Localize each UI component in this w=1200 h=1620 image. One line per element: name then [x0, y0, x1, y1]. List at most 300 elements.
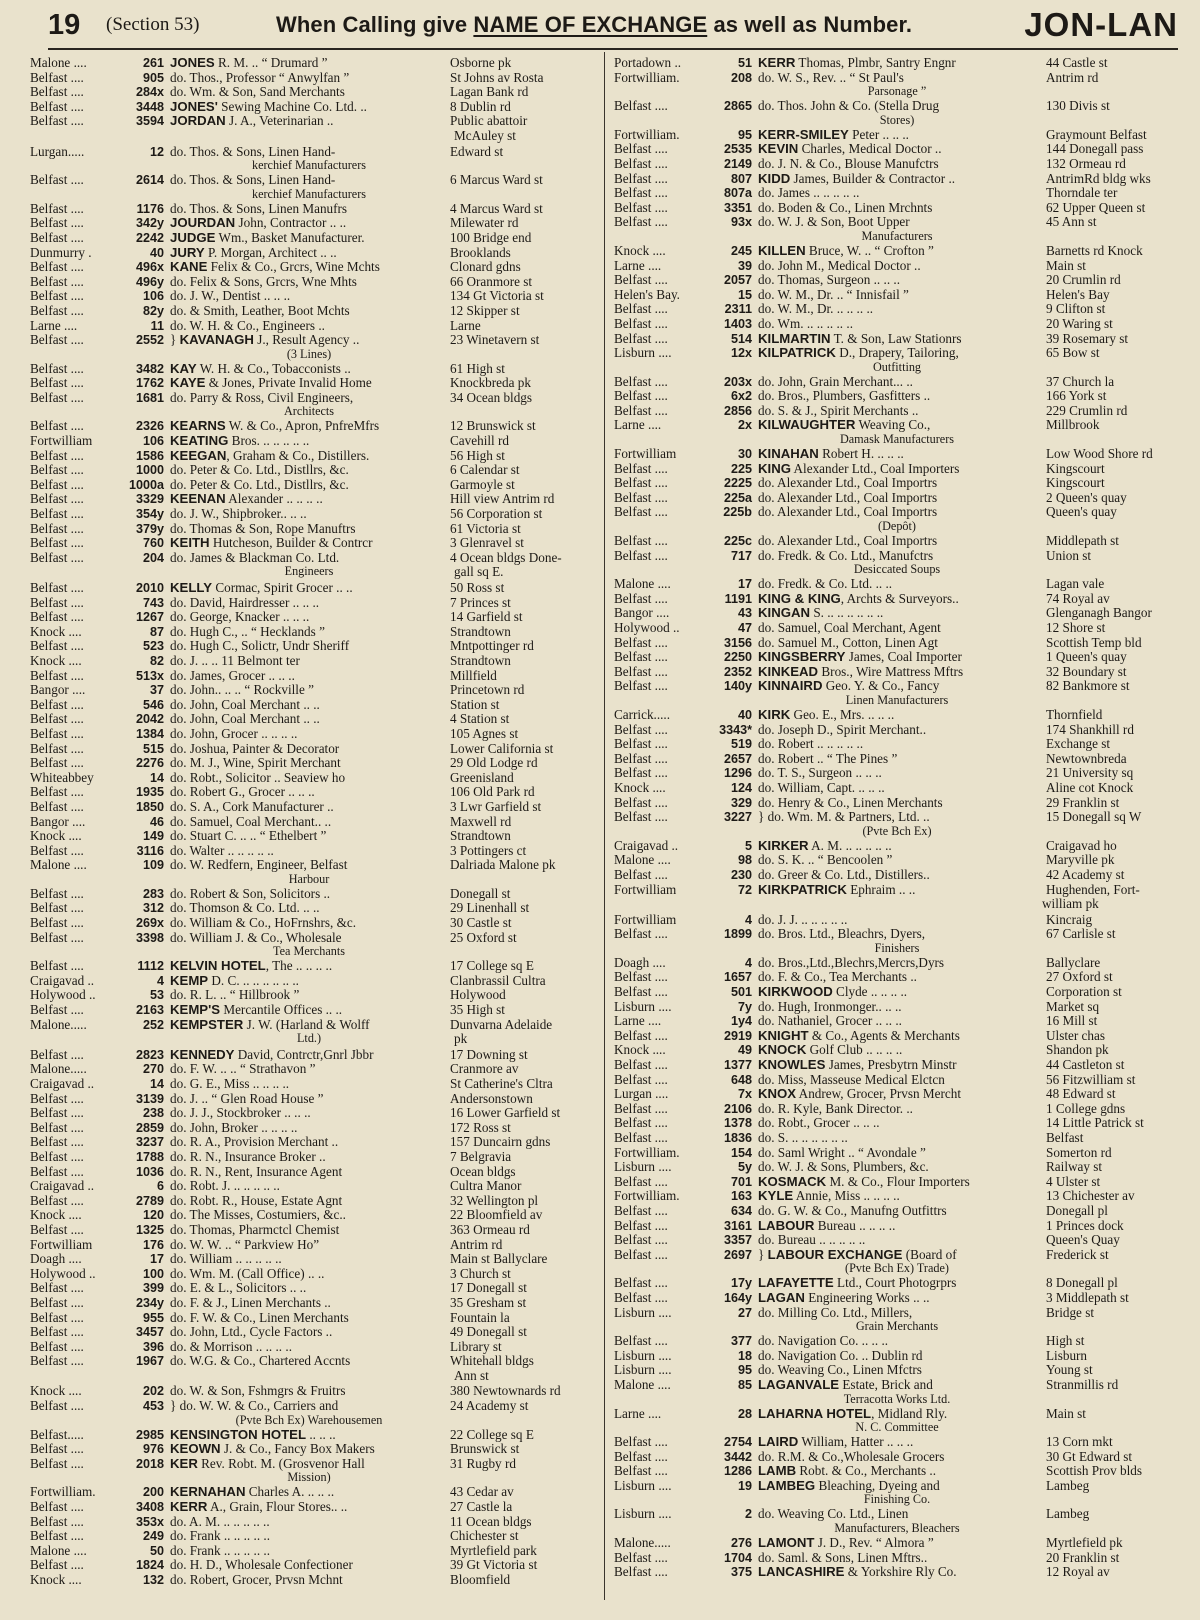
exchange-name: Fortwilliam.	[614, 1189, 680, 1204]
exchange-name: Holywood ..	[614, 621, 680, 635]
continuation-text: Manufacturers, Bleachers	[834, 1521, 960, 1536]
exchange-name: Doagh ....	[30, 1252, 82, 1267]
subscriber-address: Brooklands	[450, 245, 511, 260]
subscriber-address: 7 Belgravia	[450, 1149, 512, 1164]
exchange-name: Belfast ....	[614, 1464, 668, 1479]
subscriber-name: do. S. K. .. “ Bencoolen ”	[758, 853, 893, 868]
continuation-line	[614, 114, 1178, 127]
subscriber-name: do. Weaving Co., Linen Mfctrs	[758, 1363, 922, 1378]
exchange-name: Belfast ....	[614, 795, 668, 810]
subscriber-name: do. Navigation Co. .. .. ..	[758, 1334, 889, 1349]
exchange-name: Belfast ....	[30, 260, 84, 275]
phone-number: 17y	[730, 1276, 752, 1291]
exchange-name: Malone ....	[614, 1377, 671, 1392]
phone-number: 39	[737, 258, 752, 273]
exchange-name: Belfast ....	[30, 581, 84, 595]
subscriber-name: do. Thomas, Surgeon .. .. ..	[758, 273, 901, 288]
directory-entry	[614, 1146, 1178, 1161]
phone-number: 30	[737, 447, 752, 462]
phone-number: 47	[737, 621, 752, 635]
subscriber-name: KELVIN HOTEL, The .. .. .. ..	[170, 959, 333, 974]
surname-heading: KINKEAD	[758, 664, 819, 679]
directory-entry	[30, 434, 596, 449]
subscriber-address: Andersonstown	[450, 1091, 533, 1106]
directory-entry	[614, 1175, 1178, 1190]
directory-entry	[614, 273, 1178, 288]
phone-number: 27	[737, 1305, 752, 1320]
subscriber-address: 49 Donegall st	[450, 1325, 527, 1340]
subscriber-name: do. Joseph D., Spirit Merchant..	[758, 722, 927, 737]
exchange-name: Belfast ....	[614, 1449, 668, 1464]
phone-number: 43	[737, 606, 752, 621]
continuation-line	[30, 348, 596, 361]
exchange-name: Bangor ....	[614, 606, 670, 621]
subscriber-name: LAMB Robt. & Co., Merchants ..	[758, 1464, 937, 1479]
exchange-name: Fortwilliam.	[614, 1145, 680, 1160]
surname-heading: JOURDAN	[170, 216, 236, 231]
exchange-name: Belfast ....	[30, 1047, 84, 1062]
phone-number: 252	[142, 1017, 164, 1032]
subscriber-address: Main st	[1046, 258, 1086, 273]
exchange-name: Belfast ....	[614, 316, 668, 331]
directory-entry	[30, 202, 596, 217]
phone-number: 3329	[135, 492, 164, 507]
phone-number: 40	[149, 245, 164, 260]
directory-entry	[614, 157, 1178, 172]
phone-number: 2042	[135, 712, 164, 727]
subscriber-address: 62 Upper Queen st	[1046, 200, 1146, 215]
surname-heading: LAMBEG	[758, 1478, 816, 1493]
phone-number: 2326	[135, 419, 164, 434]
subscriber-name: KILWAUGHTER Weaving Co.,	[758, 418, 931, 433]
exchange-name: Belfast ....	[30, 463, 84, 478]
directory-entry	[614, 1291, 1178, 1306]
subscriber-address: Whitehall bldgs	[450, 1354, 534, 1369]
phone-number: 2535	[723, 142, 752, 157]
subscriber-address: 44 Castleton st	[1046, 1058, 1125, 1073]
phone-number: 807a	[723, 186, 752, 201]
exchange-name: Belfast ....	[30, 595, 84, 610]
subscriber-address: 67 Carlisle st	[1046, 927, 1116, 942]
surname-heading: KELVIN HOTEL	[170, 959, 266, 974]
subscriber-name: do. W. J. & Sons, Plumbers, &c.	[758, 1160, 929, 1175]
exchange-name: Belfast ....	[30, 1106, 84, 1121]
subscriber-name: KNIGHT & Co., Agents & Merchants	[758, 1028, 960, 1043]
continuation-line	[30, 129, 596, 144]
exchange-name: Belfast ....	[30, 274, 84, 289]
subscriber-address: 1 Princes dock	[1046, 1218, 1124, 1233]
subscriber-name: do. Samuel, Coal Merchant, Agent	[758, 621, 941, 635]
subscriber-address: Kincraig	[1046, 912, 1093, 927]
phone-number: 399	[142, 1281, 164, 1296]
exchange-name: Knock ....	[614, 1043, 666, 1058]
exchange-name: Fortwilliam	[614, 447, 677, 462]
subscriber-name: KAYE & Jones, Private Invalid Home	[170, 376, 372, 391]
directory-entry	[30, 1194, 596, 1209]
subscriber-name: KEITH Hutcheson, Builder & Contrcr	[170, 536, 373, 551]
subscriber-address: 29 Old Lodge rd	[450, 756, 538, 771]
exchange-name: Belfast ....	[30, 1529, 84, 1544]
subscriber-name: KING & KING, Archts & Surveyors..	[758, 591, 959, 606]
directory-entry	[614, 1276, 1178, 1291]
subscriber-name: KANE Felix & Co., Grcrs, Wine Mchts	[170, 260, 380, 275]
exchange-name: Lisburn ....	[614, 999, 672, 1014]
subscriber-name: do. Wm. M. (Call Office) .. ..	[170, 1266, 325, 1281]
subscriber-address: 74 Royal av	[1046, 591, 1110, 606]
continuation-line	[614, 694, 1178, 707]
subscriber-address: 174 Shankhill rd	[1046, 722, 1134, 737]
subscriber-address: Dalriada Malone pk	[450, 858, 556, 873]
subscriber-address: 30 Castle st	[450, 916, 512, 931]
phone-number: 284x	[135, 85, 164, 100]
subscriber-address: Lower California st	[450, 741, 554, 756]
address-continuation	[454, 188, 596, 201]
exchange-name: Belfast ....	[30, 1325, 84, 1340]
surname-heading: KEATING	[170, 434, 229, 449]
directory-entry	[614, 404, 1178, 419]
directory-entry	[614, 810, 1178, 825]
directory-entry	[30, 1428, 596, 1443]
directory-entry	[614, 1565, 1178, 1580]
phone-number: 2865	[723, 99, 752, 114]
subscriber-name: do. J. .. .. 11 Belmont ter	[170, 653, 300, 668]
exchange-name: Belfast ....	[30, 507, 84, 522]
address-continuation	[1042, 694, 1178, 707]
exchange-name: Belfast ....	[614, 1174, 668, 1189]
subscriber-name: do. Frank .. .. .. .. ..	[170, 1529, 271, 1544]
address-continuation	[454, 873, 596, 886]
directory-entry	[614, 665, 1178, 680]
phone-number: 163	[730, 1189, 752, 1204]
address-continuation	[454, 405, 596, 418]
phone-number: 2225	[723, 476, 752, 491]
phone-number: 1000	[135, 463, 164, 478]
phone-number: 2697	[723, 1247, 752, 1262]
subscriber-name: LANCASHIRE & Yorkshire Rly Co.	[758, 1565, 957, 1580]
phone-number: 49	[737, 1043, 752, 1058]
exchange-name: Belfast ....	[30, 756, 84, 771]
continuation-line	[614, 1262, 1178, 1275]
directory-entry	[30, 931, 596, 946]
exchange-name: Portadown ..	[614, 56, 682, 70]
subscriber-name: KNOCK Golf Club .. .. .. ..	[758, 1043, 903, 1058]
subscriber-name: KILLEN Bruce, W. .. “ Crofton ”	[758, 243, 934, 258]
exchange-name: Carrick.....	[614, 707, 671, 722]
phone-number: 1850	[135, 799, 164, 814]
subscriber-address: 12 Royal av	[1046, 1565, 1110, 1580]
subscriber-name: do. Hugh C., Solictr, Undr Sheriff	[170, 639, 350, 654]
subscriber-name: do. Robert, Grocer, Prvsn Mchnt	[170, 1573, 343, 1587]
exchange-name: Lisburn ....	[614, 1507, 672, 1522]
subscriber-name: do. W. Redfern, Engineer, Belfast	[170, 858, 348, 873]
subscriber-name: KIRKPATRICK Ephraim .. ..	[758, 882, 916, 897]
surname-heading: KEENAN	[170, 492, 226, 507]
exchange-name: Belfast ....	[30, 1135, 84, 1150]
continuation-line	[30, 873, 596, 886]
subscriber-address: 106 Old Park rd	[450, 785, 535, 800]
subscriber-name: do. W. J. & Son, Boot Upper	[758, 215, 910, 230]
directory-entry	[30, 1077, 596, 1092]
directory-entry	[614, 142, 1178, 157]
subscriber-address: Aline cot Knock	[1046, 780, 1134, 795]
phone-number: 12	[149, 144, 164, 159]
subscriber-name: do. S. .. .. .. .. .. ..	[758, 1131, 848, 1145]
subscriber-name: KERR Thomas, Plmbr, Santry Engnr	[758, 56, 956, 70]
address-continuation: pk	[454, 1032, 468, 1047]
surname-heading: KAVANAGH	[179, 333, 254, 348]
directory-entry	[30, 1354, 596, 1369]
directory-entry	[614, 781, 1178, 796]
directory-entry	[614, 186, 1178, 201]
exchange-name: Belfast ....	[614, 766, 668, 781]
surname-heading: KERR	[758, 56, 796, 70]
exchange-name: Belfast ....	[614, 664, 668, 679]
phone-number: 1325	[135, 1222, 164, 1237]
subscriber-name: do. William, Capt. .. .. ..	[758, 780, 885, 795]
phone-number: 1403	[723, 316, 752, 331]
subscriber-name: do. Saml Wright .. “ Avondale ”	[758, 1145, 926, 1160]
subscriber-name: } do. Wm. M. & Partners, Ltd. ..	[758, 810, 930, 825]
phone-number: 106	[142, 289, 164, 304]
section-label: (Section 53)	[106, 14, 200, 35]
exchange-name: Belfast ....	[614, 635, 668, 650]
directory-entry	[30, 145, 596, 160]
address-continuation	[1042, 825, 1178, 838]
surname-heading: LANCASHIRE	[758, 1565, 845, 1580]
exchange-name: Belfast ....	[30, 536, 84, 551]
directory-entry	[30, 858, 596, 873]
subscriber-address: Thornfield	[1046, 707, 1103, 722]
exchange-name: Belfast ....	[30, 419, 84, 434]
subscriber-name: do. Thomas, Pharmctcl Chemist	[170, 1222, 340, 1237]
exchange-name: Belfast ....	[614, 331, 668, 346]
phone-number: 5y	[737, 1160, 752, 1175]
subscriber-address: 42 Academy st	[1046, 867, 1125, 882]
subscriber-name: do. Alexander Ltd., Coal Importrs	[758, 476, 938, 491]
surname-heading: KERNAHAN	[170, 1485, 246, 1500]
phone-number: 1586	[135, 448, 164, 463]
subscriber-name: do. Bros. Ltd., Bleachrs, Dyers,	[758, 927, 926, 942]
exchange-name: Belfast ....	[614, 1334, 668, 1349]
subscriber-address: 20 Crumlin rd	[1046, 273, 1121, 288]
directory-entry	[30, 1121, 596, 1136]
directory-entry	[30, 669, 596, 684]
directory-entry	[30, 771, 596, 786]
continuation-line	[30, 1032, 596, 1047]
subscriber-address: 39 Gt Victoria st	[450, 1558, 538, 1573]
exchange-name: Holywood ..	[30, 988, 96, 1003]
subscriber-address: 39 Rosemary st	[1046, 331, 1129, 346]
directory-entry	[30, 988, 596, 1003]
continuation-text	[30, 129, 454, 144]
subscriber-name: do. Samuel M., Cotton, Linen Agt	[758, 635, 938, 650]
phone-number: 513x	[135, 668, 164, 683]
surname-heading: LABOUR EXCHANGE	[767, 1247, 903, 1262]
page-number: 19	[48, 8, 81, 41]
phone-number: 4	[156, 973, 164, 988]
subscriber-address: 132 Ormeau rd	[1046, 156, 1126, 171]
exchange-name: Belfast ....	[614, 156, 668, 171]
exchange-name: Malone ....	[614, 577, 671, 592]
continuation-line	[614, 563, 1178, 576]
exchange-name: Belfast ....	[30, 1354, 84, 1369]
subscriber-name: KINGAN S. .. .. .. .. .. ..	[758, 606, 884, 621]
exchange-name: Lurgan.....	[30, 144, 85, 159]
column-divider	[604, 52, 605, 1600]
directory-entry	[30, 304, 596, 319]
subscriber-name: JOURDAN John, Contractor .. ..	[170, 216, 347, 231]
phone-number: 85	[737, 1377, 752, 1392]
continuation-line	[614, 85, 1178, 98]
subscriber-address: Greenisland	[450, 770, 514, 785]
subscriber-address: Fountain la	[450, 1310, 510, 1325]
subscriber-address: 3 Pottingers ct	[450, 843, 527, 858]
subscriber-name: do. F. W. & Co., Linen Merchants	[170, 1310, 349, 1325]
phone-number: 82y	[142, 303, 164, 318]
subscriber-name: do. Thomson & Co. Ltd. .. ..	[170, 901, 320, 916]
directory-entry	[614, 927, 1178, 942]
exchange-name: Belfast ....	[30, 1339, 84, 1354]
exchange-name: Belfast ....	[30, 1003, 84, 1018]
directory-entry	[614, 332, 1178, 347]
subscriber-name: do. R. N., Rent, Insurance Agent	[170, 1164, 343, 1179]
subscriber-address: Ulster chas	[1046, 1028, 1105, 1043]
directory-entry	[30, 1573, 596, 1588]
exchange-name: Belfast ....	[30, 173, 84, 188]
right-column	[614, 56, 1178, 1580]
subscriber-name: do. Thos. & Sons, Linen Hand-	[170, 173, 336, 188]
exchange-name: Belfast ....	[614, 927, 668, 942]
directory-entry	[30, 916, 596, 931]
subscriber-address: 24 Academy st	[450, 1399, 529, 1414]
continuation-text	[30, 1369, 454, 1384]
subscriber-address: 12 Shore st	[1046, 621, 1106, 635]
exchange-name: Belfast ....	[30, 99, 84, 114]
subscriber-address: 31 Rugby rd	[450, 1456, 516, 1471]
address-continuation	[454, 159, 596, 172]
phone-number: 200	[142, 1485, 164, 1500]
subscriber-address: Garmoyle st	[450, 477, 515, 492]
phone-number: 50	[149, 1543, 164, 1558]
directory-entry	[30, 1340, 596, 1355]
directory-entry	[30, 492, 596, 507]
surname-heading: KIRKPATRICK	[758, 882, 847, 897]
exchange-name: Craigavad ..	[30, 973, 95, 988]
continuation-text: Finishing Co.	[863, 1492, 931, 1507]
address-continuation	[1042, 85, 1178, 98]
directory-entry	[614, 1131, 1178, 1146]
phone-number: 225b	[723, 505, 752, 520]
subscriber-address: Strandtown	[450, 624, 511, 639]
subscriber-address: 14 Garfield st	[450, 610, 523, 625]
directory-entry	[30, 1003, 596, 1018]
subscriber-address: 12 Skipper st	[450, 303, 520, 318]
phone-number: 1000a	[128, 477, 164, 492]
exchange-name: Belfast ....	[30, 216, 84, 231]
exchange-name: Fortwilliam	[30, 1237, 93, 1252]
phone-number: 1967	[135, 1354, 164, 1369]
subscriber-name: do. A. M. .. .. .. .. ..	[170, 1514, 270, 1529]
subscriber-name: KEARNS W. & Co., Apron, PnfreMfrs	[170, 419, 380, 434]
exchange-name: Belfast ....	[30, 521, 84, 536]
subscriber-name: do. Nathaniel, Grocer .. .. ..	[758, 1014, 902, 1029]
subscriber-name: do. John, Ltd., Cycle Factors ..	[170, 1325, 333, 1340]
phone-number: 2106	[723, 1101, 752, 1116]
exchange-name: Larne ....	[614, 258, 662, 273]
phone-number: 2	[744, 1507, 752, 1522]
address-continuation	[1042, 1262, 1178, 1275]
phone-number: 176	[142, 1237, 164, 1252]
subscriber-name: do. Thos. & Sons, Linen Hand-	[170, 144, 336, 159]
directory-entry	[30, 536, 596, 551]
exchange-name: Belfast ....	[30, 916, 84, 931]
exchange-name: Knock ....	[614, 243, 666, 258]
phone-number: 743	[142, 595, 164, 610]
subscriber-address: Union st	[1046, 548, 1092, 563]
address-continuation	[1042, 1421, 1178, 1434]
subscriber-name: do. John, Grain Merchant... ..	[758, 374, 913, 389]
directory-entry	[614, 1334, 1178, 1349]
subscriber-address: Lagan Bank rd	[450, 85, 529, 100]
exchange-name: Belfast ....	[30, 361, 84, 376]
exchange-name: Lurgan ....	[614, 1087, 669, 1102]
directory-entry	[614, 201, 1178, 216]
subscriber-name: do. Alexander Ltd., Coal Importrs	[758, 534, 938, 549]
subscriber-name: do. & Morrison .. .. .. ..	[170, 1339, 292, 1354]
phone-number: 1377	[723, 1058, 752, 1073]
subscriber-name: LAMBEG Bleaching, Dyeing and	[758, 1478, 940, 1493]
phone-number: 269x	[135, 916, 164, 931]
subscriber-address: 22 College sq E	[450, 1427, 534, 1442]
subscriber-name: do. William J. & Co., Wholesale	[170, 930, 342, 945]
directory-entry	[30, 654, 596, 669]
subscriber-address: Lisburn	[1046, 1348, 1088, 1363]
subscriber-name: do. W. S., Rev. .. “ St Paul's	[758, 70, 904, 85]
exchange-name: Lisburn ....	[614, 1348, 672, 1363]
subscriber-name: LAIRD William, Hatter .. .. ..	[758, 1435, 914, 1450]
directory-entry	[30, 1457, 596, 1472]
phone-number: 14	[149, 770, 164, 785]
phone-number: 3357	[723, 1233, 752, 1248]
subscriber-address: AntrimRd bldg wks	[1046, 171, 1151, 186]
phone-number: 3161	[723, 1218, 752, 1233]
phone-number: 453	[142, 1399, 164, 1414]
exchange-name: Fortwilliam.	[614, 70, 680, 85]
phone-number: 2789	[135, 1193, 164, 1208]
directory-entry	[614, 723, 1178, 738]
subscriber-address: High st	[1046, 1334, 1085, 1349]
phone-number: 3156	[723, 635, 752, 650]
continuation-text: Ltd.)	[296, 1031, 322, 1046]
subscriber-name: do. Robt., Grocer .. .. ..	[758, 1116, 880, 1131]
phone-number: 353x	[135, 1514, 164, 1529]
subscriber-address: 8 Donegall pl	[1046, 1276, 1118, 1291]
surname-heading: KELLY	[170, 581, 213, 595]
subscriber-name: do. W. W. .. “ Parkview Ho”	[170, 1237, 320, 1252]
subscriber-name: KEVIN Charles, Medical Doctor ..	[758, 142, 942, 157]
directory-entry	[614, 1029, 1178, 1044]
phone-number: 19	[737, 1478, 752, 1493]
surname-heading: KOSMACK	[758, 1174, 827, 1189]
subscriber-name: do. James & Blackman Co. Ltd.	[170, 550, 340, 565]
phone-number: 276	[730, 1536, 752, 1551]
exchange-name: Belfast ....	[30, 639, 84, 654]
phone-number: 46	[149, 814, 164, 829]
exchange-name: Fortwilliam	[30, 434, 93, 449]
directory-entry	[30, 844, 596, 859]
phone-number: 14	[149, 1077, 164, 1091]
phone-number: 2276	[135, 756, 164, 771]
